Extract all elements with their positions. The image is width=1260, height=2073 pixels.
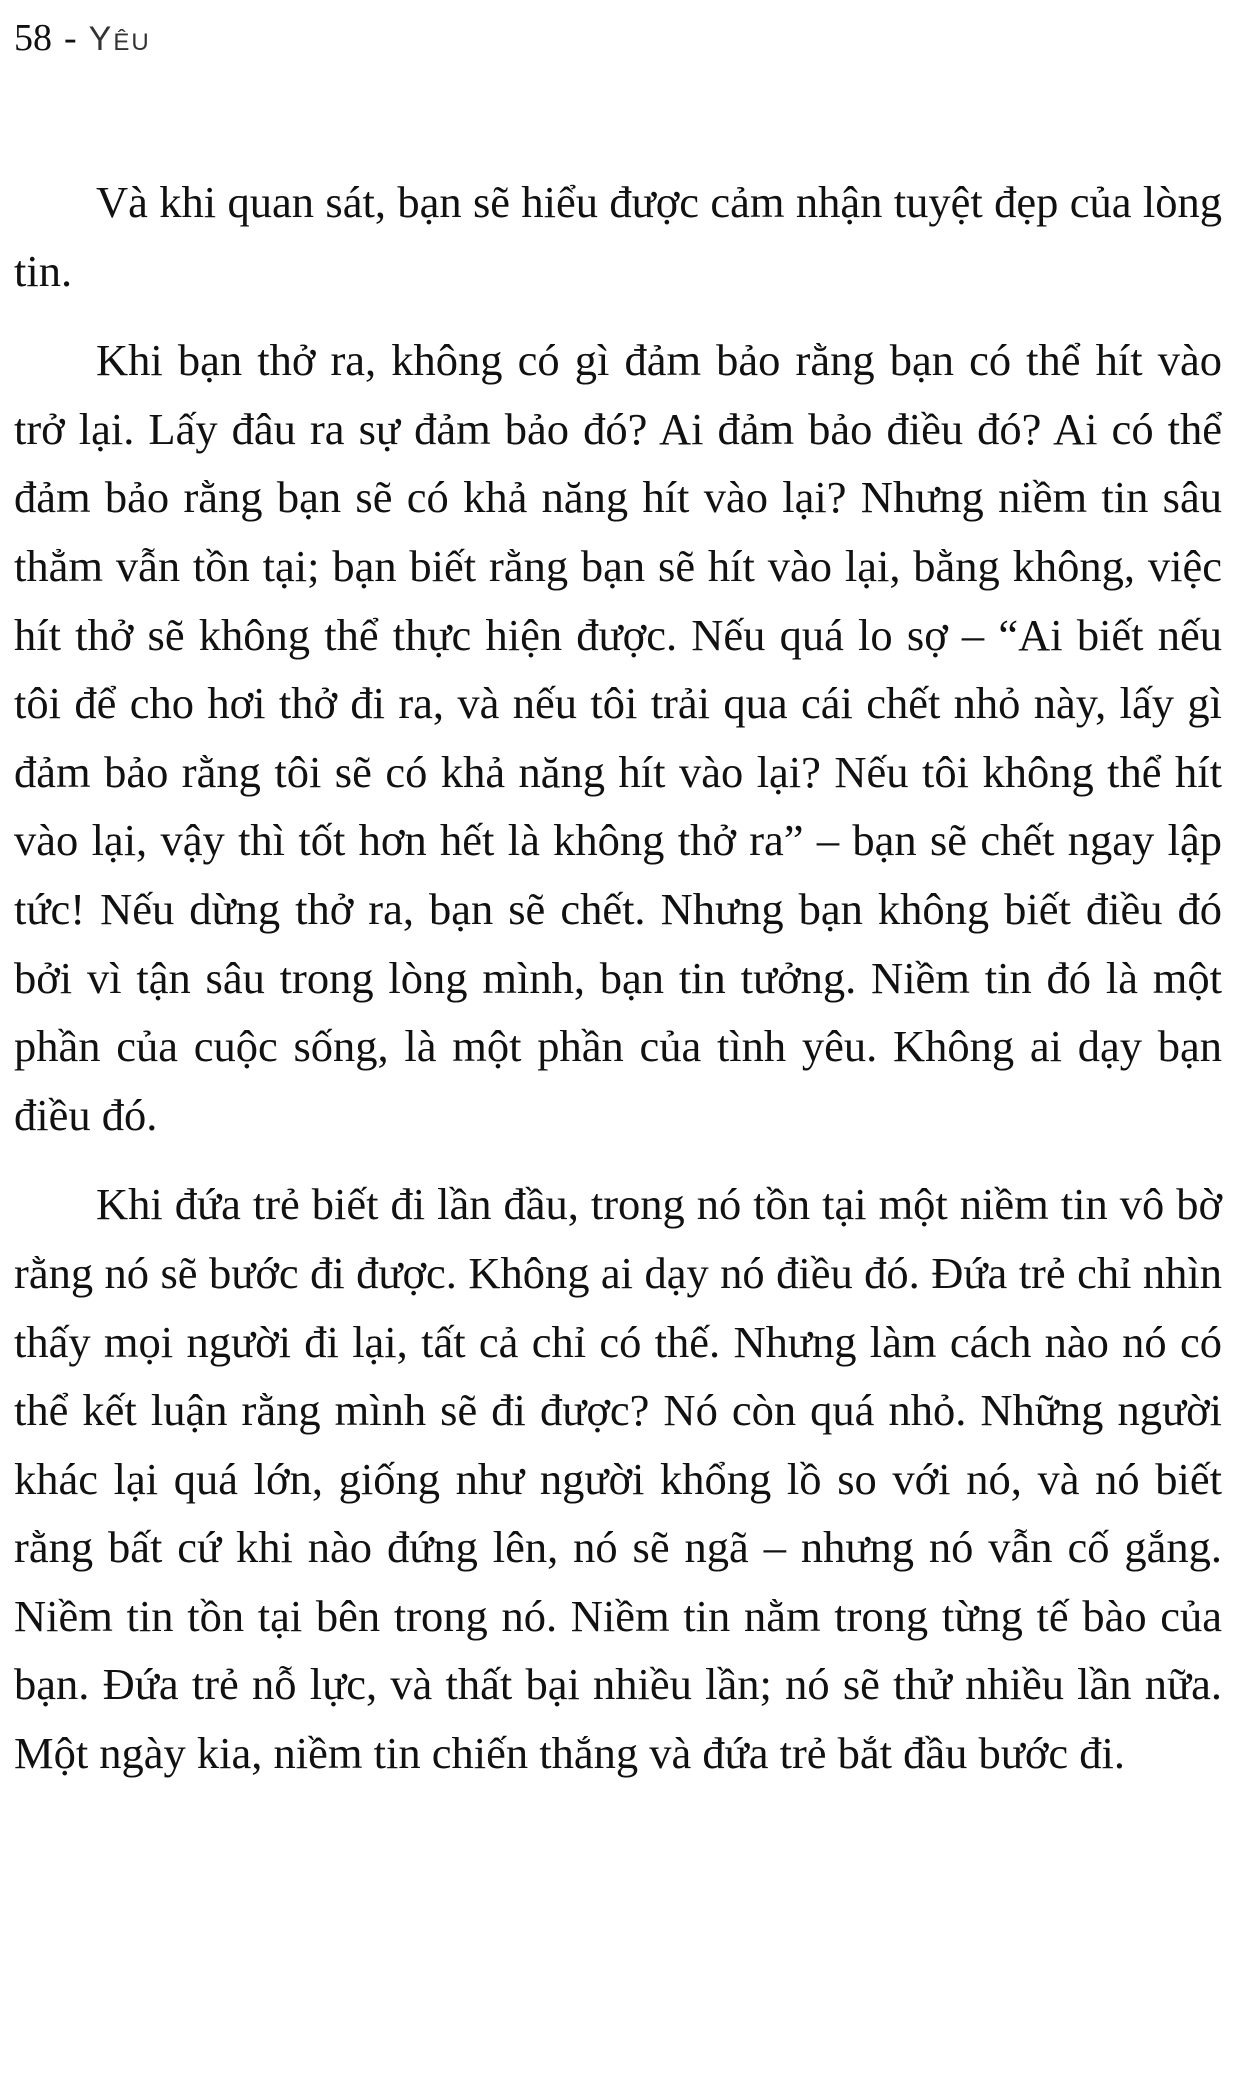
paragraph-2: Khi bạn thở ra, không có gì đảm bảo rằng bạn có thể hít vào trở lại. Lấy đâu ra sự đảm bảo đó? Ai đảm bảo điều đó? Ai có thể đảm bảo rằng bạn sẽ có khả năng hít vào lại? Nhưng niềm tin sâu thẳm vẫn tồn tại; bạn biết rằng bạn sẽ hít vào lại, bằng không, việc hít thở sẽ không thể thực hiện được. Nếu quá lo sợ – “Ai biết nếu tôi để cho hơi thở đi ra, và nếu tôi trải qua cái chết nhỏ này, lấy gì đảm bảo rằng tôi sẽ có khả năng hít vào lại? Nếu tôi không thể hít vào lại, vậy thì tốt hơn hết là không thở ra” – bạn sẽ chết ngay lập tức! Nếu dừng thở ra, bạn sẽ chết. Nhưng bạn không biết điều đó bởi vì tận sâu trong lòng mình, bạn tin tưởng. Niềm tin đó là một phần của cuộc sống, là một phần của tình yêu. Không ai dạy bạn điều đó. <box>14 335 1222 1140</box>
page-number: 58 <box>14 17 52 59</box>
header-separator: - <box>64 17 77 59</box>
paragraph-1: Và khi quan sát, bạn sẽ hiểu được cảm nhận tuyệt đẹp của lòng tin. <box>14 177 1222 296</box>
body-text <box>14 168 1222 1809</box>
book-title: Yêu <box>88 20 151 58</box>
paragraph-3: Khi đứa trẻ biết đi lần đầu, trong nó tồn tại một niềm tin vô bờ rằng nó sẽ bước đi được. Không ai dạy nó điều đó. Đứa trẻ chỉ nhìn thấy mọi người đi lại, tất cả chỉ có thế. Nhưng làm cách nào nó có thể kết luận rằng mình sẽ đi được? Nó còn quá nhỏ. Những người khác lại quá lớn, giống như người khổng lồ so với nó, và nó biết rằng bất cứ khi nào đứng lên, nó sẽ ngã – nhưng nó vẫn cố gắng. Niềm tin tồn tại bên trong nó. Niềm tin nằm trong từng tế bào của bạn. Đứa trẻ nỗ lực, và thất bại nhiều lần; nó sẽ thử nhiều lần nữa. Một ngày kia, niềm tin chiến thắng và đứa trẻ bắt đầu bước đi. <box>14 1179 1222 1779</box>
running-header <box>14 14 151 63</box>
